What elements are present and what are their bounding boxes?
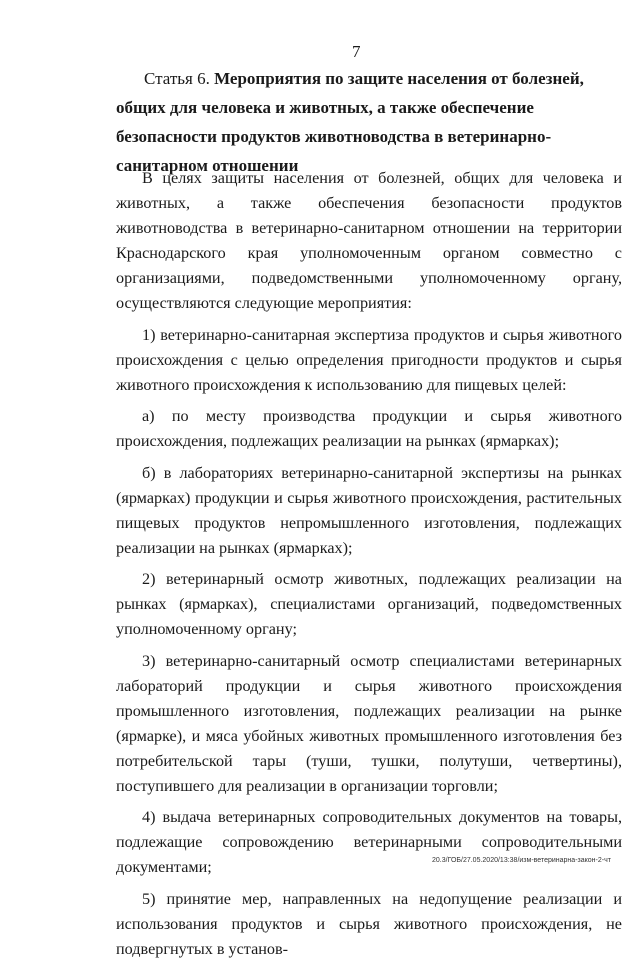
paragraph-item-3: 3) ветеринарно-санитарный осмотр специалистами ветеринарных лабораторий продукции и сырья животного происхождения промышленного изготовления, подлежащих реализации на рынке (ярмарке), и мяса убойных животных промышленного изготовления без потребительской тары (туши, тушки, полутуши, четвертины), поступившего для реализации в организации торговли; (116, 651, 622, 795)
paragraph-item-5: 5) принятие мер, направленных на недопущение реализации и использования продуктов и сырья животного происхождения, не подвергнутых в установ- (116, 889, 622, 958)
article-heading (116, 64, 622, 180)
article-body (116, 166, 622, 968)
paragraph-item-4: 4) выдача ветеринарных сопроводительных документов на товары, подлежащие сопровождению ветеринарными сопроводительными документами; (116, 808, 622, 876)
page-number: 7 (352, 42, 361, 61)
article-title: Мероприятия по защите населения от болезней, общих для человека и животных, а также обеспечение безопасности продуктов животноводства в ветеринарно-санитарном отношении (116, 69, 584, 175)
paragraph-subitem-a: а) по месту производства продукции и сырья животного происхождения, подлежащих реализации на рынках (ярмарках); (116, 407, 622, 450)
paragraph-subitem-b: б) в лабораториях ветеринарно-санитарной экспертизы на рынках (ярмарках) продукции и сырья животного происхождения, растительных пищевых продуктов непромышленного изготовления, подлежащих реализации на рынках (ярмарках); (116, 463, 622, 557)
paragraph-intro: В целях защиты населения от болезней, общих для человека и животных, а также обеспечения безопасности продуктов животноводства в ветеринарно-санитарном отношении на территории Краснодарского края уполномоченным органом совместно с организациями, подведомственными уполномоченному органу, осуществляются следующие мероприятия: (116, 169, 622, 312)
footer-document-code: 20.3/ГОБ/27.05.2020/13:38/изм-ветеринарна-закон-2-чт (432, 857, 611, 864)
article-label: Статья 6. (144, 69, 210, 88)
paragraph-item-1: 1) ветеринарно-санитарная экспертиза продуктов и сырья животного происхождения с целью определения пригодности продуктов и сырья животного происхождения к использованию для пищевых целей: (116, 325, 622, 394)
paragraph-item-2: 2) ветеринарный осмотр животных, подлежащих реализации на рынках (ярмарках), специалистами организаций, подведомственных уполномоченному органу; (116, 570, 622, 638)
